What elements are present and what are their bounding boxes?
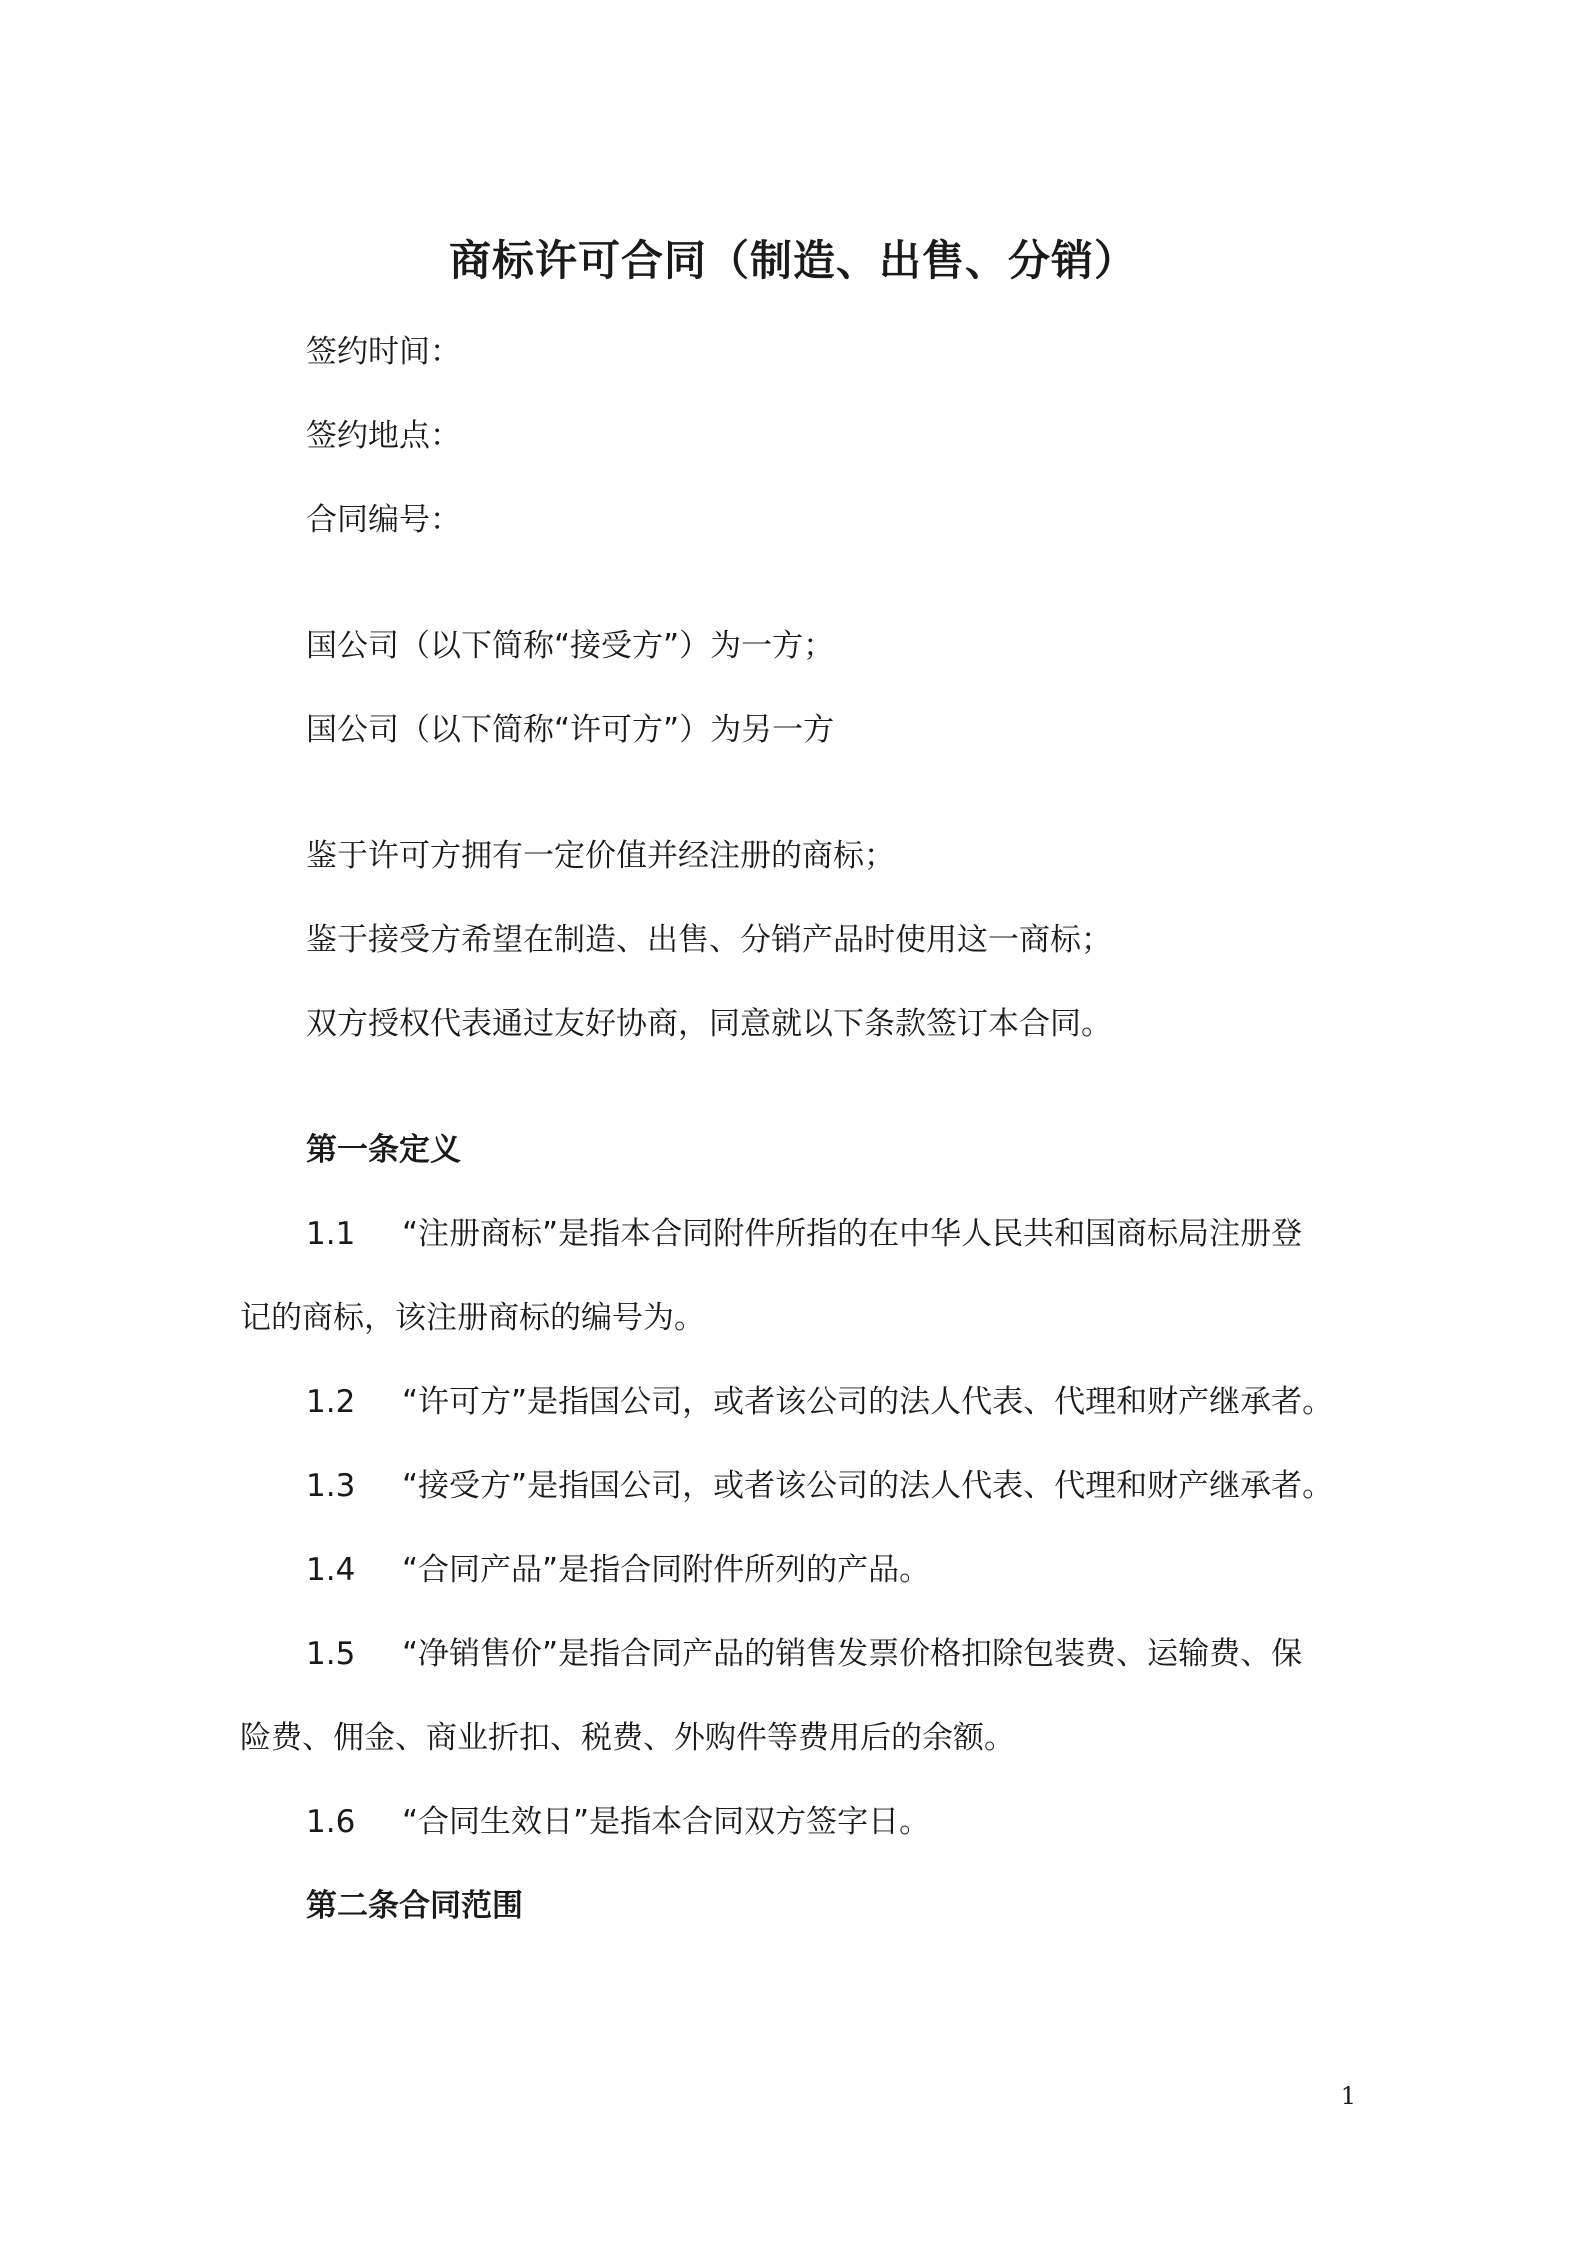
clause-1-3 (306, 1464, 1333, 1508)
clause-1-5-continuation: 险费、佣金、商业折扣、税费、外购件等费用后的余额。 (240, 1720, 1015, 1756)
clause-1-1 (306, 1212, 1302, 1256)
clause-number: 1.2 (306, 1384, 356, 1420)
clause-number: 1.1 (306, 1216, 356, 1252)
document-title: 商标许可合同（制造、出售、分销） (448, 236, 1137, 285)
page-number: 1 (1340, 2082, 1356, 2110)
clause-number: 1.5 (306, 1636, 356, 1672)
clause-1-6 (306, 1800, 930, 1844)
signing-place-field: 签约地点： (306, 418, 461, 454)
recital-3: 双方授权代表通过友好协商，同意就以下条款签订本合同。 (306, 1006, 1112, 1042)
clause-1-1-continuation: 记的商标，该注册商标的编号为。 (240, 1300, 705, 1336)
clause-text: “合同生效日”是指本合同双方签字日。 (402, 1804, 931, 1840)
signing-time-field: 签约时间： (306, 334, 461, 370)
clause-1-2 (306, 1380, 1333, 1424)
clause-text: “净销售价”是指合同产品的销售发票价格扣除包装费、运输费、保 (402, 1636, 1303, 1672)
clause-text: “注册商标”是指本合同附件所指的在中华人民共和国商标局注册登 (402, 1216, 1303, 1252)
party-licensor: 国公司（以下简称“许可方”）为另一方 (306, 712, 835, 748)
recital-2: 鉴于接受方希望在制造、出售、分销产品时使用这一商标； (306, 922, 1112, 958)
article-1-heading: 第一条定义 (306, 1132, 461, 1168)
recital-1: 鉴于许可方拥有一定价值并经注册的商标； (306, 838, 895, 874)
clause-1-5 (306, 1632, 1302, 1676)
contract-number-field: 合同编号： (306, 502, 461, 538)
clause-number: 1.3 (306, 1468, 356, 1504)
clause-1-4 (306, 1548, 930, 1592)
party-licensee: 国公司（以下简称“接受方”）为一方； (306, 628, 835, 664)
article-2-heading: 第二条合同范围 (306, 1888, 523, 1924)
clause-text: “许可方”是指国公司，或者该公司的法人代表、代理和财产继承者。 (402, 1384, 1334, 1420)
clause-number: 1.4 (306, 1552, 356, 1588)
clause-text: “合同产品”是指合同附件所列的产品。 (402, 1552, 931, 1588)
clause-text: “接受方”是指国公司，或者该公司的法人代表、代理和财产继承者。 (402, 1468, 1334, 1504)
clause-number: 1.6 (306, 1804, 356, 1840)
